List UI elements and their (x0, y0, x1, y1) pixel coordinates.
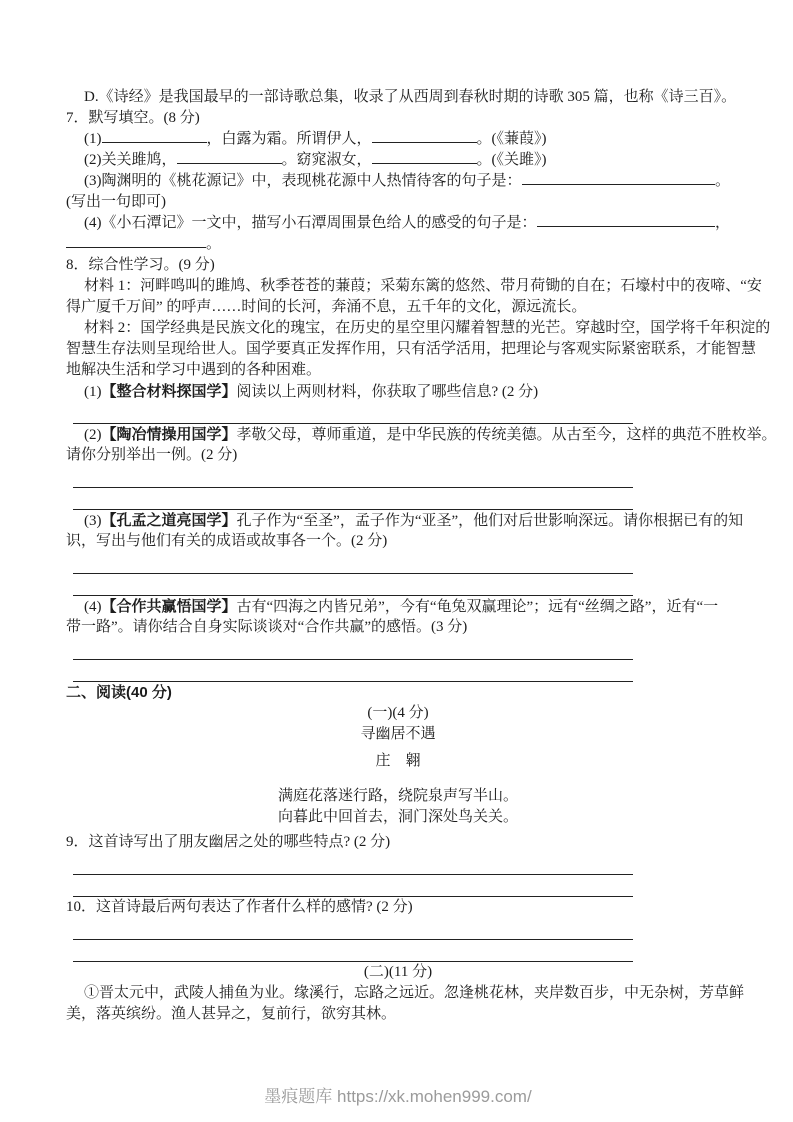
q8-title: 8．综合性学习。(9 分) (66, 257, 215, 273)
q8-material1-line2: 得广厦千万间” 的呼声……时间的长河，奔涌不息，五千年的文化，源远流长。 (66, 299, 587, 315)
q8-sub1-text: 阅读以上两则材料，你获取了哪些信息? (2 分) (236, 384, 539, 400)
blank-underline (177, 162, 282, 164)
answer-line (73, 638, 633, 660)
answer-line (73, 574, 633, 596)
q7-item-2-mid: 。窈窕淑女， (281, 152, 372, 168)
q8-sub3-text1: 孔子作为“至圣”，孟子作为“亚圣”，他们对后世影响深远。请你根据已有的知 (236, 513, 744, 529)
q8-sub3-line1 (66, 510, 744, 531)
q8-sub4-tag: 【合作共赢悟国学】 (101, 598, 237, 615)
q8-sub3-line2: 识，写出与他们有关的成语或故事各一个。(2 分) (66, 533, 388, 549)
q7-item-4-cont-post: 。 (206, 236, 222, 252)
part1-label: (一)(4 分) (367, 705, 429, 721)
q8-sub2-line2: 请你分别举出一例。(2 分) (66, 447, 238, 463)
answer-line (73, 875, 633, 897)
footer-watermark: 墨痕题库 https://xk.mohen999.com/ (264, 1087, 532, 1106)
q7-item-1-mid: ，白露为霜。所谓伊人， (206, 131, 372, 147)
q8-material2-line3: 地解决生活和学习中遇到的各种困难。 (66, 362, 322, 378)
q8-sub1 (66, 381, 730, 402)
q7-item-4 (66, 213, 730, 234)
blank-underline (372, 141, 477, 143)
answer-line (73, 853, 633, 875)
q7-item-3 (66, 171, 730, 192)
q8-sub1-pre: (1) (84, 384, 102, 400)
q8-sub4-text1: 古有“四海之内皆兄弟”，今有“龟兔双赢理论”；远有“丝绸之路”，近有“一 (236, 599, 719, 615)
answer-line (73, 918, 633, 940)
q7-item-1-pre: (1) (84, 131, 102, 147)
answer-line (73, 466, 633, 488)
q8-sub2-tag: 【陶冶情操用国学】 (101, 426, 237, 443)
question-10: 10．这首诗最后两句表达了作者什么样的感情? (2 分) (66, 899, 413, 915)
q7-title: 7．默写填空。(8 分) (66, 110, 200, 126)
poem-author: 庄 翱 (375, 753, 421, 769)
q8-material1-line1: 材料 1：河畔鸣叫的雎鸠、秋季苍苍的蒹葭；采菊东篱的悠然、带月荷锄的自在；石壕村中的夜啼、“安 (84, 278, 762, 294)
section2-heading: 二、阅读(40 分) (66, 684, 172, 701)
option-d-line: D.《诗经》是我国最早的一部诗歌总集，收录了从西周到春秋时期的诗歌 305 篇，也称《诗三百》。 (84, 89, 737, 105)
answer-line (73, 660, 633, 682)
q7-item-2 (66, 150, 730, 171)
answer-line (73, 552, 633, 574)
q8-sub2-line1 (66, 424, 777, 445)
q8-sub4-line1 (66, 596, 730, 617)
q8-sub1-tag: 【整合材料探国学】 (101, 383, 237, 400)
passage-line-1: ①晋太元中，武陵人捕鱼为业。缘溪行，忘路之远近。忽逢桃花林，夹岸数百步，中无杂树，芳草鲜 (84, 985, 745, 1001)
blank-underline (537, 225, 715, 227)
q8-sub3-pre: (3) (84, 513, 102, 529)
q7-item-2-pre: (2)关关雎鸠， (84, 152, 177, 168)
q7-item-2-post: 。(《关雎》) (476, 152, 547, 168)
q7-item-4-continuation (66, 234, 730, 255)
blank-underline (66, 246, 206, 248)
answer-line (73, 402, 633, 424)
part2-label: (二)(11 分) (363, 964, 433, 980)
blank-underline (102, 141, 207, 143)
q8-sub2-pre: (2) (84, 427, 102, 443)
q7-item-4-pre: (4)《小石潭记》一文中，描写小石潭周围景色给人的感受的句子是： (84, 215, 537, 231)
blank-underline (522, 183, 715, 185)
q8-sub4-line2: 带一路”。请你结合自身实际谈谈对“合作共赢”的感悟。(3 分) (66, 619, 468, 635)
q8-sub2-text1: 孝敬父母，尊师重道，是中华民族的传统美德。从古至今，这样的典范不胜枚举。 (236, 427, 777, 443)
answer-line (73, 488, 633, 510)
q7-item-4-post: ， (714, 215, 730, 231)
poem-line-1: 满庭花落迷行路，绕院泉声写半山。 (277, 788, 518, 804)
q7-item-1 (66, 129, 730, 150)
q7-item-3-note: (写出一句即可) (66, 194, 166, 210)
q7-item-3-pre: (3)陶渊明的《桃花源记》中，表现桃花源中人热情待客的句子是： (84, 173, 522, 189)
poem-line-2: 向暮此中回首去，洞门深处鸟关关。 (277, 809, 518, 825)
q8-sub4-pre: (4) (84, 599, 102, 615)
q8-material2-line2: 智慧生存法则呈现给世人。国学要真正发挥作用，只有活学活用，把理论与客观实际紧密联系，才能智慧 (66, 341, 757, 357)
blank-underline (372, 162, 477, 164)
q8-material2-line1: 材料 2：国学经典是民族文化的瑰宝，在历史的星空里闪耀着智慧的光芒。穿越时空，国学将千年积淀的 (84, 320, 771, 336)
answer-line (73, 940, 633, 962)
q7-item-3-post: 。 (714, 173, 730, 189)
q8-sub3-tag: 【孔孟之道亮国学】 (101, 512, 237, 529)
question-9: 9．这首诗写出了朋友幽居之处的哪些特点? (2 分) (66, 834, 391, 850)
q7-item-1-post: 。(《蒹葭》) (476, 131, 547, 147)
poem-title: 寻幽居不遇 (360, 726, 436, 742)
passage-line-2: 美，落英缤纷。渔人甚异之，复前行，欲穷其林。 (66, 1006, 397, 1022)
